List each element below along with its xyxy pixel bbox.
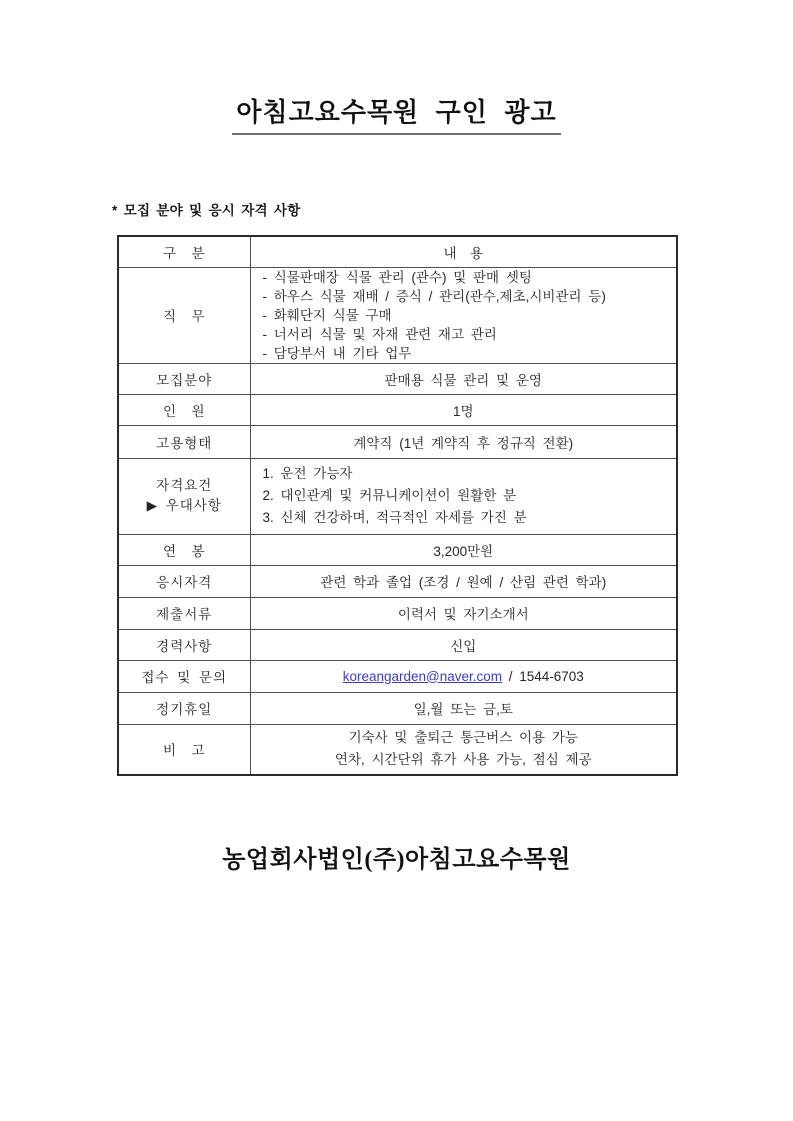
qualification-line: 3. 신체 건강하며, 적극적인 자세를 가진 분 xyxy=(262,510,527,525)
employment-value-cell: 계약직 (1년 계약직 후 정규직 전환) xyxy=(250,425,677,458)
note-value-cell xyxy=(250,724,677,775)
contact-value-cell xyxy=(250,660,677,692)
documents-label-cell: 제출서류 xyxy=(118,597,250,629)
duty-label-cell: 직 무 xyxy=(118,267,250,363)
note-label-cell: 비 고 xyxy=(118,724,250,775)
table-row-duty xyxy=(118,267,677,363)
career-value-cell: 신입 xyxy=(250,629,677,660)
section-heading: * 모집 분야 및 응시 자격 사항 xyxy=(112,203,301,218)
table-row-contact xyxy=(118,660,677,692)
table-row-documents xyxy=(118,597,677,629)
table-row-field xyxy=(118,363,677,394)
table-row-career xyxy=(118,629,677,660)
table-row-employment xyxy=(118,425,677,458)
salary-value-cell: 3,200만원 xyxy=(250,534,677,565)
eligibility-value-cell: 관련 학과 졸업 (조경 / 원예 / 산림 관련 학과) xyxy=(250,565,677,597)
duty-line: - 담당부서 내 기타 업무 xyxy=(262,345,412,361)
qualification-sublabel: ▶ 우대사항 xyxy=(146,498,222,513)
headcount-value-cell: 1명 xyxy=(250,394,677,425)
qualification-value-cell xyxy=(250,458,677,534)
header-category-cell: 구 분 xyxy=(118,236,250,267)
table-row-holiday xyxy=(118,692,677,724)
qualification-label: 자격요건 xyxy=(156,478,213,493)
holiday-value-cell: 일,월 또는 금,토 xyxy=(250,692,677,724)
note-line: 연차, 시간단위 휴가 사용 가능, 점심 제공 xyxy=(334,752,592,768)
qualification-label-cell xyxy=(118,458,250,534)
eligibility-label-cell: 응시자격 xyxy=(118,565,250,597)
duty-line: - 너서리 식물 및 자재 관련 재고 관리 xyxy=(262,326,497,342)
qualification-line: 1. 운전 가능자 xyxy=(262,466,353,481)
table-header-row xyxy=(118,236,677,267)
job-posting-table xyxy=(117,235,678,776)
table-row-eligibility xyxy=(118,565,677,597)
duty-line: - 화훼단지 식물 구매 xyxy=(262,307,392,323)
email-link[interactable]: koreangarden@naver.com xyxy=(342,668,502,684)
career-label-cell: 경력사항 xyxy=(118,629,250,660)
table-row-salary xyxy=(118,534,677,565)
qualification-line: 2. 대인관계 및 커뮤니케이션이 원활한 분 xyxy=(262,488,517,503)
field-value-cell: 판매용 식물 관리 및 운영 xyxy=(250,363,677,394)
table-row-note xyxy=(118,724,677,775)
salary-label-cell: 연 봉 xyxy=(118,534,250,565)
holiday-label-cell: 정기휴일 xyxy=(118,692,250,724)
employment-label-cell: 고용형태 xyxy=(118,425,250,458)
duty-line: - 하우스 식물 재배 / 증식 / 관리(관수,제초,시비관리 등) xyxy=(262,288,606,304)
contact-label-cell: 접수 및 문의 xyxy=(118,660,250,692)
company-name: 농업회사법인(주)아침고요수목원 xyxy=(222,847,571,873)
note-line: 기숙사 및 출퇴근 통근버스 이용 가능 xyxy=(348,730,578,746)
header-content-cell: 내 용 xyxy=(250,236,677,267)
duty-line: - 식물판매장 식물 관리 (관수) 및 판매 셋팅 xyxy=(262,269,532,285)
documents-value-cell: 이력서 및 자기소개서 xyxy=(250,597,677,629)
table-row-qualification xyxy=(118,458,677,534)
page-title xyxy=(0,92,793,135)
duty-value-cell xyxy=(250,267,677,363)
page-title-text: 아침고요수목원 구인 광고 xyxy=(232,92,560,135)
contact-phone: / 1544-6703 xyxy=(502,668,584,684)
headcount-label-cell: 인 원 xyxy=(118,394,250,425)
table-row-headcount xyxy=(118,394,677,425)
field-label-cell: 모집분야 xyxy=(118,363,250,394)
